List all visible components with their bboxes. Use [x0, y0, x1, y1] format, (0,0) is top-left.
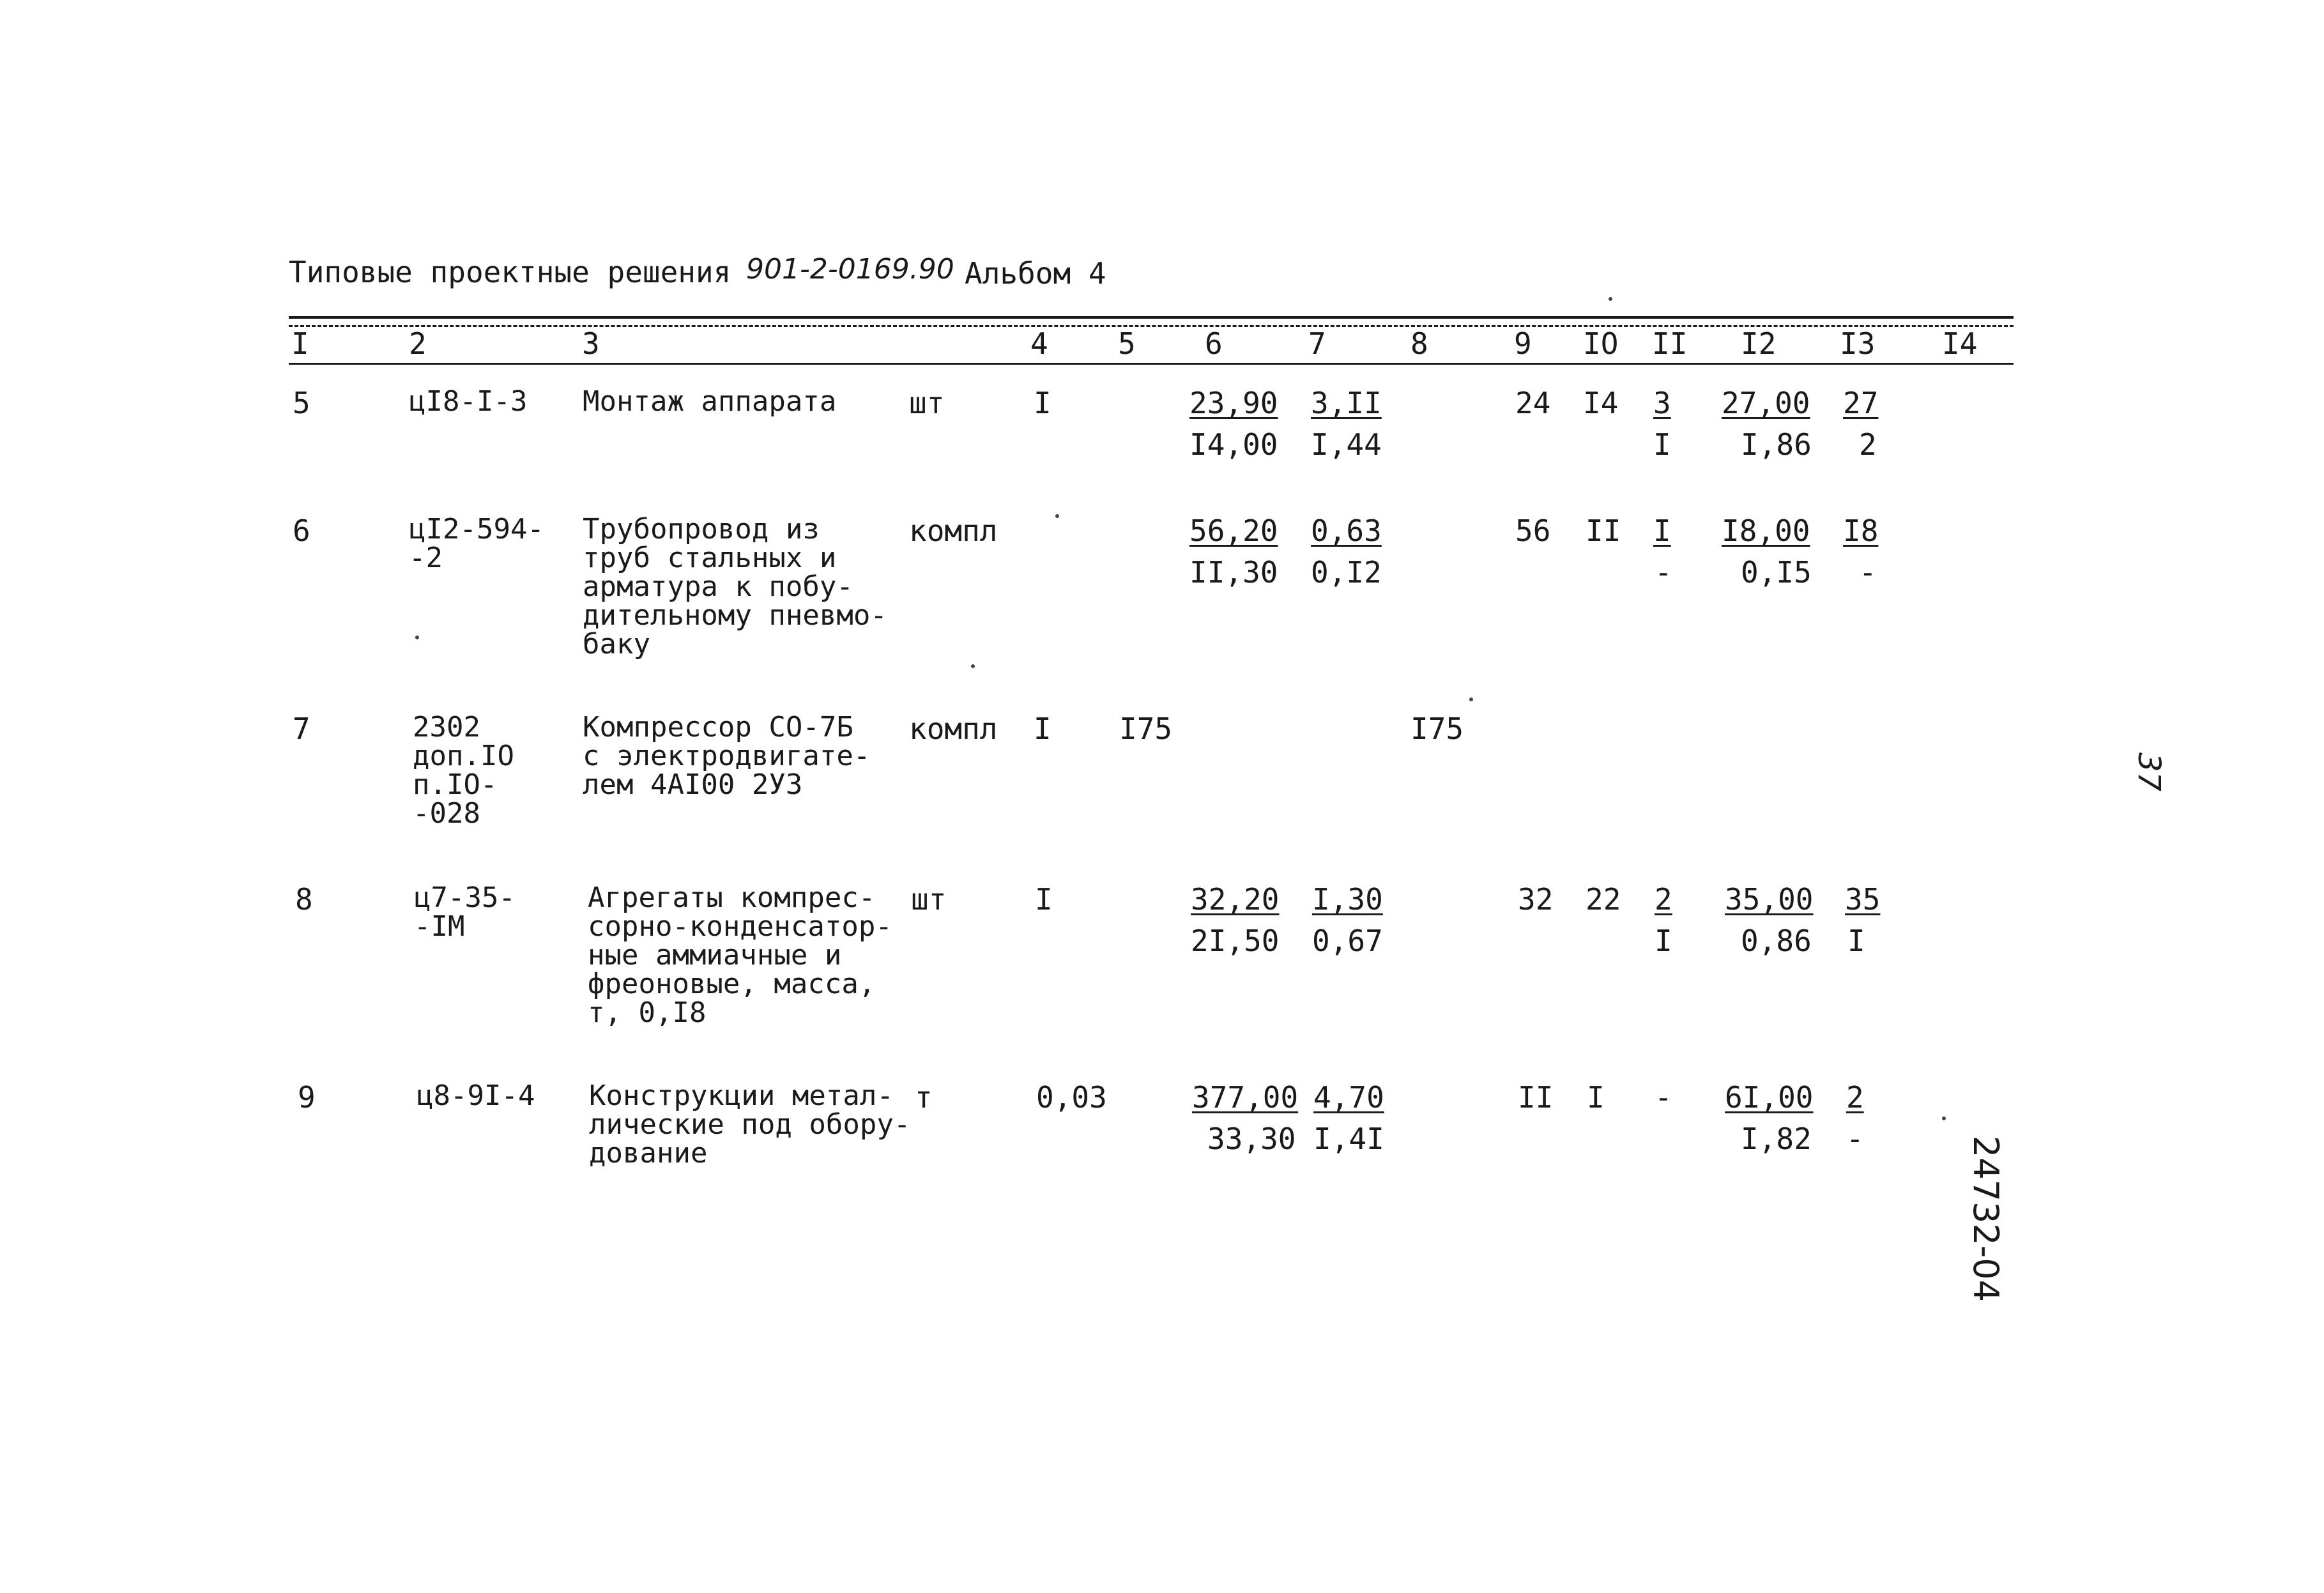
col9-value: 32	[1518, 882, 1554, 917]
col7-lower: 0,I2	[1311, 555, 1382, 590]
column-number: 6	[1205, 326, 1223, 361]
col7-upper: 3,II	[1311, 386, 1382, 420]
row-number: 7	[293, 712, 310, 746]
col13-lower: -	[1846, 1122, 1864, 1156]
row-code: цI2-594- -2	[409, 513, 544, 574]
album-label: Альбом 4	[965, 256, 1106, 291]
col9-value: 24	[1515, 386, 1551, 420]
column-number: II	[1652, 326, 1688, 361]
row-number: 8	[295, 882, 313, 917]
col7-upper: I,30	[1312, 882, 1383, 917]
col11-lower: -	[1655, 555, 1672, 590]
col9-value: 56	[1515, 514, 1551, 548]
column-number: IO	[1583, 326, 1619, 361]
row-code: ц8-9I-4	[417, 1079, 535, 1112]
row-code: 2302 доп.IO п.IO- -028	[413, 711, 514, 830]
table-top-rule	[289, 316, 2014, 319]
column-number: 2	[409, 326, 427, 361]
col6-upper: 377,00	[1192, 1080, 1299, 1115]
col6-lower: 2I,50	[1191, 924, 1280, 958]
col11-lower: I	[1655, 924, 1672, 958]
row-number: 6	[293, 514, 310, 548]
col11-upper: I	[1653, 514, 1671, 548]
row-unit: т	[915, 1080, 933, 1115]
col10-value: I	[1587, 1080, 1605, 1115]
col7-upper: 0,63	[1311, 514, 1382, 548]
col13-lower: 2	[1859, 427, 1877, 462]
row-unit: шт	[911, 882, 947, 917]
col12-upper: 27,00	[1722, 386, 1810, 420]
col13-lower: I	[1847, 924, 1865, 958]
table-header-bottom-rule	[289, 363, 2014, 365]
row-quantity: I	[1034, 712, 1051, 746]
scan-speck	[1055, 514, 1059, 518]
column-number: I4	[1942, 326, 1978, 361]
col12-lower: I,86	[1741, 427, 1812, 462]
column-number: I	[291, 326, 309, 361]
col6-lower: I4,00	[1189, 427, 1278, 462]
col11-upper: 2	[1655, 882, 1672, 917]
project-code: 901-2-0169.90	[746, 253, 954, 286]
col6-lower: 33,30	[1207, 1122, 1296, 1156]
col12-upper: 6I,00	[1725, 1080, 1814, 1115]
col13-upper: I8	[1843, 514, 1879, 548]
col11-upper: -	[1655, 1080, 1672, 1115]
col13-upper: 2	[1846, 1080, 1864, 1115]
col12-upper: 35,00	[1725, 882, 1814, 917]
col8-value: I75	[1410, 712, 1464, 746]
row-description: Агрегаты компрес- сорно-конденсатор- ные аммиачные и фреоновые, масса, т, 0,I8	[588, 881, 892, 1029]
col12-lower: 0,86	[1741, 924, 1812, 958]
row-description: Конструкции метал- лические под обору- дование	[589, 1079, 911, 1170]
col7-lower: 0,67	[1312, 924, 1383, 958]
row-quantity: I	[1035, 882, 1053, 917]
column-number: 7	[1308, 326, 1326, 361]
scan-speck	[971, 664, 975, 668]
column-number: 5	[1118, 326, 1136, 361]
column-number: I2	[1741, 326, 1777, 361]
page-number: 37	[2131, 752, 2167, 792]
row-unit: компл	[909, 514, 998, 548]
col12-upper: I8,00	[1722, 514, 1810, 548]
col6-upper: 32,20	[1191, 882, 1280, 917]
col12-lower: I,82	[1741, 1122, 1812, 1156]
row-quantity: 0,03	[1036, 1080, 1107, 1115]
column-number: 8	[1410, 326, 1428, 361]
row-code: цI8-I-3	[409, 385, 528, 418]
col5-value: I75	[1119, 712, 1173, 746]
column-number: 9	[1514, 326, 1532, 361]
col10-value: I4	[1583, 386, 1619, 420]
col11-upper: 3	[1653, 386, 1671, 420]
col11-lower: I	[1653, 427, 1671, 462]
scan-speck	[1609, 297, 1612, 301]
row-unit: компл	[909, 712, 998, 746]
row-unit: шт	[909, 386, 945, 420]
document-number: 24732-04	[1966, 1136, 2006, 1302]
col6-lower: II,30	[1189, 555, 1278, 590]
row-description: Компрессор СО-7Б с электродвигате- лем 4АI00 2У3	[583, 711, 871, 801]
row-number: 9	[298, 1080, 316, 1115]
col13-lower: -	[1859, 555, 1877, 590]
col7-lower: I,4I	[1313, 1122, 1384, 1156]
row-description: Трубопровод из труб стальных и арматура к побу- дительному пневмо- баку	[583, 513, 887, 660]
col10-value: II	[1586, 514, 1621, 548]
col6-upper: 23,90	[1189, 386, 1278, 420]
col13-upper: 35	[1845, 882, 1881, 917]
column-number: 3	[582, 326, 600, 361]
row-description: Монтаж аппарата	[583, 385, 837, 418]
col10-value: 22	[1586, 882, 1621, 917]
row-number: 5	[293, 386, 310, 420]
column-number: I3	[1840, 326, 1876, 361]
row-code: ц7-35- -IМ	[414, 881, 516, 943]
row-quantity: I	[1034, 386, 1051, 420]
col6-upper: 56,20	[1189, 514, 1278, 548]
col13-upper: 27	[1843, 386, 1879, 420]
scan-speck	[1469, 697, 1473, 701]
col9-value: II	[1518, 1080, 1554, 1115]
col7-lower: I,44	[1311, 427, 1382, 462]
column-number: 4	[1030, 326, 1048, 361]
document-title: Типовые проектные решения	[289, 255, 731, 289]
col7-upper: 4,70	[1313, 1080, 1384, 1115]
col12-lower: 0,I5	[1741, 555, 1812, 590]
scan-speck	[415, 636, 419, 639]
scan-speck	[1942, 1117, 1946, 1120]
